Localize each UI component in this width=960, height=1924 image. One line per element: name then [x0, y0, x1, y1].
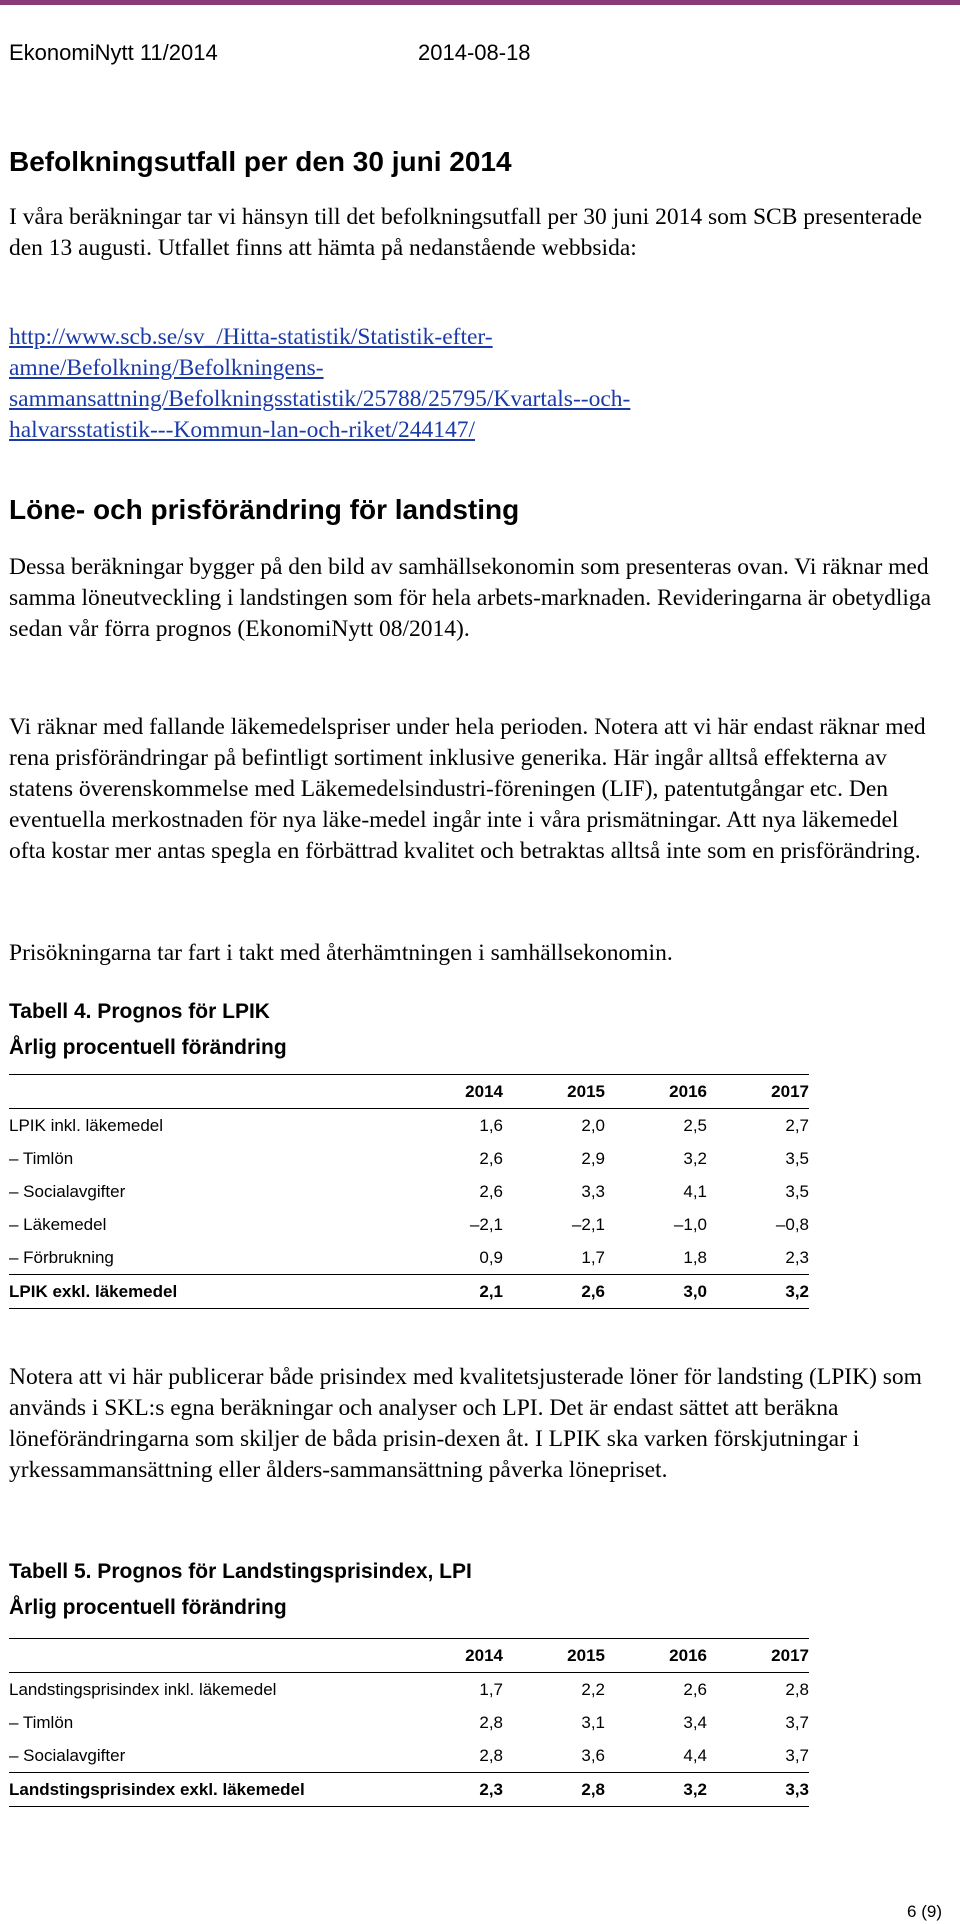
- header-cell-year: 2017: [707, 1639, 809, 1673]
- header-cell-empty: [9, 1639, 401, 1673]
- cell-value: 3,6: [581, 1745, 605, 1765]
- publication-name: EkonomiNytt 11/2014: [9, 40, 218, 65]
- cell-value: 3,2: [683, 1148, 707, 1168]
- cell-value: 3,3: [581, 1181, 605, 1201]
- scb-link[interactable]: [9, 322, 939, 446]
- cell-value: 2,6: [479, 1148, 503, 1168]
- cell-value: 3,2: [707, 1275, 809, 1309]
- table5-lpi: [9, 1638, 809, 1807]
- cell-value: 2,8: [479, 1745, 503, 1765]
- cell-value: 1,7: [581, 1247, 605, 1267]
- cell-value: 2,7: [785, 1115, 809, 1135]
- cell-value: –1,0: [673, 1214, 707, 1234]
- cell-value: 3,0: [605, 1275, 707, 1309]
- table4-title: Tabell 4. Prognos för LPIK: [9, 1000, 270, 1023]
- cell-value: 2,5: [683, 1115, 707, 1135]
- table5-subtitle: Årlig procentuell förändring: [9, 1596, 287, 1619]
- table-row: [9, 1241, 809, 1275]
- link-line[interactable]: http://www.scb.se/sv_/Hitta-statistik/Statistik-efter-: [9, 324, 493, 350]
- paragraph-prisokningar: Prisökningarna tar fart i takt med återhämtningen i samhällsekonomin.: [9, 940, 673, 966]
- table4-subtitle: Årlig procentuell förändring: [9, 1036, 287, 1059]
- cell-value: 2,3: [785, 1247, 809, 1267]
- section-heading-befolkning: Befolkningsutfall per den 30 juni 2014: [9, 146, 512, 177]
- header-cell-year: 2016: [605, 1075, 707, 1109]
- table-header-row: [9, 1639, 809, 1673]
- row-label: LPIK exkl. läkemedel: [9, 1275, 401, 1309]
- cell-value: 4,1: [683, 1181, 707, 1201]
- cell-value: 3,2: [605, 1773, 707, 1807]
- header-cell-year: 2014: [401, 1639, 503, 1673]
- cell-value: 2,8: [785, 1679, 809, 1699]
- table-row: [9, 1673, 809, 1707]
- cell-value: 2,2: [581, 1679, 605, 1699]
- cell-value: 2,9: [581, 1148, 605, 1168]
- paragraph-lakemedel: Vi räknar med fallande läkemedelspriser under hela perioden. Notera att vi här endast räknar med rena prisförändringar på befintligt sortiment inklusive generika. Här ingår alltså effekterna av statens överenskommelse med Läkemedelsindustri-föreningen (LIF), patentutgångar etc. Den eventuella merkostnaden för nya läke-medel ingår inte i våra prismätningar. Att nya läkemedel ofta kostar mer antas spegla en förbättrad kvalitet och betraktas alltså inte som en prisförändring.: [9, 714, 926, 864]
- cell-value: –2,1: [571, 1214, 605, 1234]
- cell-value: 1,7: [479, 1679, 503, 1699]
- cell-value: 2,6: [479, 1181, 503, 1201]
- row-label: – Timlön: [9, 1712, 74, 1732]
- cell-value: 2,6: [503, 1275, 605, 1309]
- cell-value: 2,8: [479, 1712, 503, 1732]
- table-row: [9, 1706, 809, 1739]
- cell-value: 3,5: [785, 1148, 809, 1168]
- cell-value: 1,8: [683, 1247, 707, 1267]
- cell-value: 2,0: [581, 1115, 605, 1135]
- cell-value: 3,1: [581, 1712, 605, 1732]
- row-label: – Läkemedel: [9, 1214, 107, 1234]
- cell-value: 3,7: [785, 1712, 809, 1732]
- row-label: Landstingsprisindex exkl. läkemedel: [9, 1773, 401, 1807]
- cell-value: –0,8: [775, 1214, 809, 1234]
- header-cell-year: 2014: [401, 1075, 503, 1109]
- header-accent-rule: [0, 0, 960, 5]
- row-label: – Socialavgifter: [9, 1181, 126, 1201]
- row-label: – Timlön: [9, 1148, 74, 1168]
- table-row: [9, 1142, 809, 1175]
- cell-value: 3,7: [785, 1745, 809, 1765]
- cell-value: 2,3: [401, 1773, 503, 1807]
- link-line[interactable]: amne/Befolkning/Befolkningens-: [9, 355, 324, 381]
- link-line[interactable]: sammansattning/Befolkningsstatistik/25788/25795/Kvartals--och-: [9, 386, 631, 412]
- cell-value: 3,4: [683, 1712, 707, 1732]
- cell-value: 2,1: [401, 1275, 503, 1309]
- table-total-row: [9, 1773, 809, 1807]
- cell-value: 1,6: [479, 1115, 503, 1135]
- header-cell-year: 2016: [605, 1639, 707, 1673]
- header-cell-year: 2017: [707, 1075, 809, 1109]
- table-row: [9, 1175, 809, 1208]
- table-header-row: [9, 1075, 809, 1109]
- page-number: 6 (9): [907, 1902, 942, 1921]
- cell-value: 4,4: [683, 1745, 707, 1765]
- table-total-row: [9, 1275, 809, 1309]
- cell-value: 2,8: [503, 1773, 605, 1807]
- paragraph-berakningar: Dessa beräkningar bygger på den bild av samhällsekonomin som presenteras ovan. Vi räknar med samma löneutveckling i landstingen som för hela arbets-marknaden. Revideringarna är obetydliga sedan vår förra prognos (EkonomiNytt 08/2014).: [9, 554, 932, 642]
- table-row: [9, 1739, 809, 1773]
- publication-date: 2014-08-18: [418, 40, 531, 65]
- section-heading-lone-pris: Löne- och prisförändring för landsting: [9, 494, 520, 525]
- cell-value: 0,9: [479, 1247, 503, 1267]
- row-label: LPIK inkl. läkemedel: [9, 1115, 164, 1135]
- link-line[interactable]: halvarsstatistik---Kommun-lan-och-riket/244147/: [9, 417, 475, 443]
- header-cell-year: 2015: [503, 1075, 605, 1109]
- table5-title: Tabell 5. Prognos för Landstingsprisindex, LPI: [9, 1560, 472, 1583]
- paragraph-lpik-lpi: Notera att vi här publicerar både prisindex med kvalitetsjusterade löner för landsting (LPIK) som används i SKL:s egna beräkningar och analyser och LPI. Det är endast sättet att beräkna löneförändringarna som skiljer de båda prisin-dexen åt. I LPIK ska varken förskjutningar i yrkessammansättning eller ålders-sammansättning påverka lönepriset.: [9, 1364, 922, 1483]
- row-label: – Socialavgifter: [9, 1745, 126, 1765]
- table4-lpik: [9, 1074, 809, 1309]
- cell-value: –2,1: [469, 1214, 503, 1234]
- header-cell-year: 2015: [503, 1639, 605, 1673]
- table-row: [9, 1109, 809, 1143]
- row-label: Landstingsprisindex inkl. läkemedel: [9, 1679, 277, 1699]
- cell-value: 3,3: [707, 1773, 809, 1807]
- row-label: – Förbrukning: [9, 1247, 114, 1267]
- cell-value: 3,5: [785, 1181, 809, 1201]
- paragraph-befolkning: I våra beräkningar tar vi hänsyn till det befolkningsutfall per 30 juni 2014 som SCB presenterade den 13 augusti. Utfallet finns att hämta på nedanstående webbsida:: [9, 204, 923, 261]
- table-row: [9, 1208, 809, 1241]
- cell-value: 2,6: [683, 1679, 707, 1699]
- header-cell-empty: [9, 1075, 401, 1109]
